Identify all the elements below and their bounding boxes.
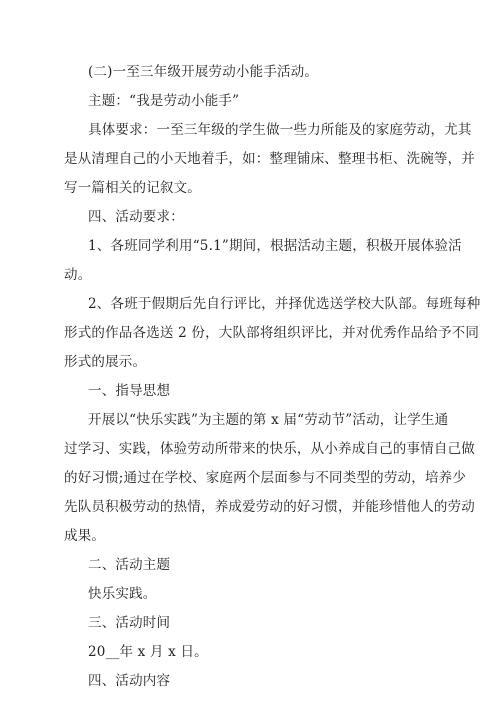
requirement-item-1-line-2: 动。: [64, 267, 92, 283]
section-heading-time: 三、活动时间: [88, 615, 171, 631]
theme-content: 快乐实践。: [88, 586, 157, 602]
section-heading-theme: 二、活动主题: [88, 557, 171, 573]
guiding-paragraph-line-5: 成果。: [64, 528, 106, 544]
guiding-paragraph-line-3: 的好习惯;通过在学校、家庭两个层面参与不同类型的劳动，培养少: [64, 470, 467, 486]
time-content: 20__年 x 月 x 日。: [88, 644, 208, 660]
requirement-item-1-line-1: 1、各班同学利用“5.1”期间，根据活动主题，积极开展体验活: [88, 238, 462, 254]
requirement-line-2: 是从清理自己的小天地着手，如：整理铺床、整理书柜、洗碗等，并: [64, 151, 475, 167]
requirement-line-3: 写一篇相关的记叙文。: [64, 180, 201, 196]
guiding-paragraph-line-4: 先队员积极劳动的热情，养成爱劳动的好习惯，并能珍惜他人的劳动: [64, 499, 475, 515]
section-heading-grade-activity: (二)一至三年级开展劳动小能手活动。: [88, 64, 319, 80]
guiding-paragraph-line-1: 开展以“快乐实践”为主题的第 x 届“劳动节”活动，让学生通: [88, 412, 449, 428]
section-heading-requirements: 四、活动要求：: [88, 209, 184, 225]
theme-line: 主题：“我是劳动小能手”: [88, 93, 240, 109]
guiding-paragraph-line-2: 过学习、实践，体验劳动所带来的快乐，从小养成自己的事情自己做: [64, 441, 475, 457]
requirement-item-2-line-3: 形式的展示。: [64, 354, 147, 370]
requirement-item-2-line-2: 形式的作品各选送 2 份，大队部将组织评比，并对优秀作品给予不同: [64, 325, 480, 341]
requirement-item-2-line-1: 2、各班于假期后先自行评比，并择优选送学校大队部。每班每种: [88, 296, 481, 312]
section-heading-guiding-thought: 一、指导思想: [88, 383, 171, 399]
requirement-line-1: 具体要求：一至三年级的学生做一些力所能及的家庭劳动，尤其: [88, 122, 472, 138]
section-heading-content: 四、活动内容: [88, 673, 171, 689]
